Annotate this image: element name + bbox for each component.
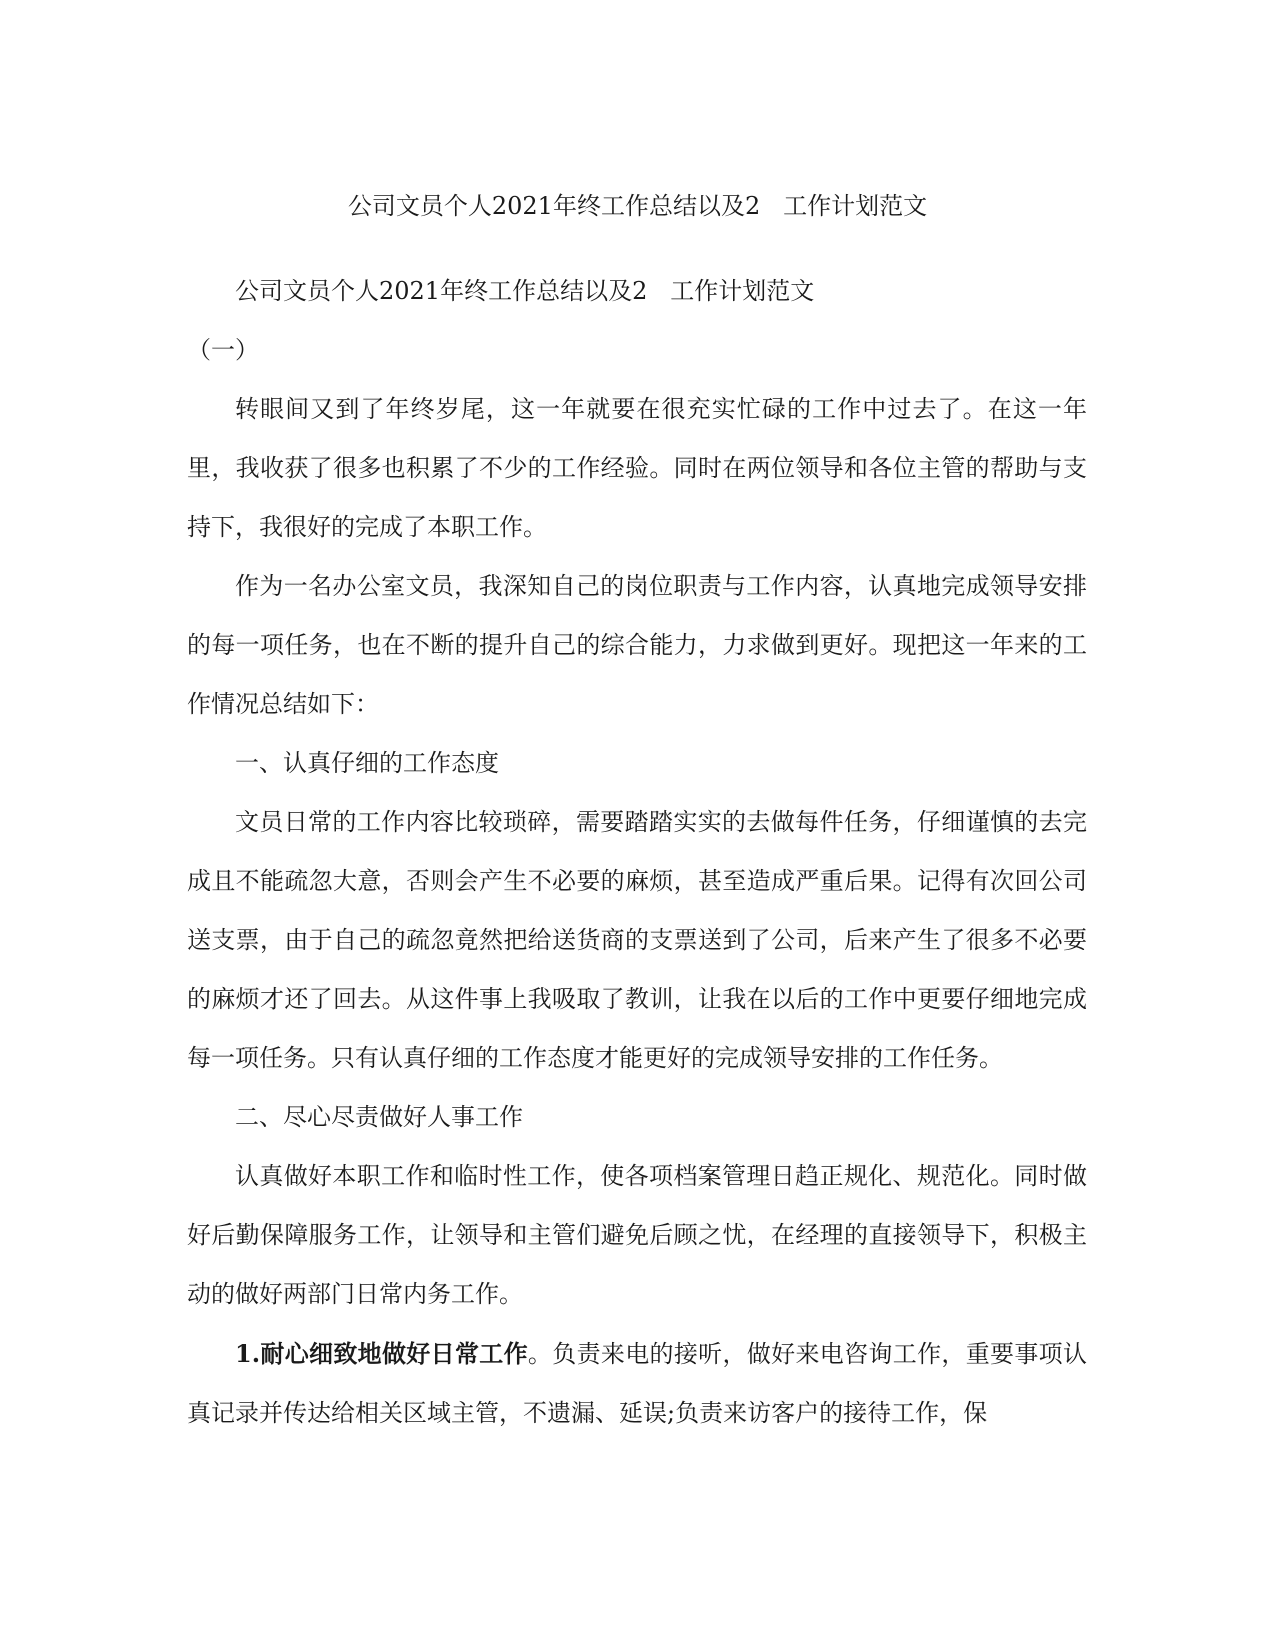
- section-heading: 二、尽心尽责做好人事工作: [235, 1103, 523, 1131]
- document-title: 公司文员个人2021年终工作总结以及2 工作计划范文: [347, 192, 928, 220]
- paragraph-text: 。负责来电的接听，做好来电咨询工作，重要事项认真记录并传达给相关区域主管，不遗漏、延误;负责来访客户的接待工作，保: [187, 1340, 1087, 1427]
- bold-lead-phrase: 1.耐心细致地做好日常工作: [235, 1339, 528, 1368]
- subtitle-paragraph: 公司文员个人2021年终工作总结以及2 工作计划范文: [235, 277, 815, 305]
- paragraph: 转眼间又到了年终岁尾，这一年就要在很充实忙碌的工作中过去了。在这一年里，我收获了很多也积累了不少的工作经验。同时在两位领导和各位主管的帮助与支持下，我很好的完成了本职工作。: [187, 395, 1087, 541]
- paragraph: 文员日常的工作内容比较琐碎，需要踏踏实实的去做每件任务，仔细谨慎的去完成且不能疏忽大意，否则会产生不必要的麻烦，甚至造成严重后果。记得有次回公司送支票，由于自己的疏忽竟然把给送货商的支票送到了公司，后来产生了很多不必要的麻烦才还了回去。从这件事上我吸取了教训，让我在以后的工作中更要仔细地完成每一项任务。只有认真仔细的工作态度才能更好的完成领导安排的工作任务。: [187, 808, 1087, 1072]
- paragraph: [187, 1324, 1087, 1443]
- document-body: [187, 262, 1087, 1443]
- section-heading: 一、认真仔细的工作态度: [235, 749, 499, 777]
- paragraph: 认真做好本职工作和临时性工作，使各项档案管理日趋正规化、规范化。同时做好后勤保障服务工作，让领导和主管们避免后顾之忧，在经理的直接领导下，积极主动的做好两部门日常内务工作。: [187, 1162, 1087, 1308]
- section-marker: （一）: [187, 336, 259, 364]
- paragraph: 作为一名办公室文员，我深知自己的岗位职责与工作内容，认真地完成领导安排的每一项任务，也在不断的提升自己的综合能力，力求做到更好。现把这一年来的工作情况总结如下：: [187, 572, 1087, 718]
